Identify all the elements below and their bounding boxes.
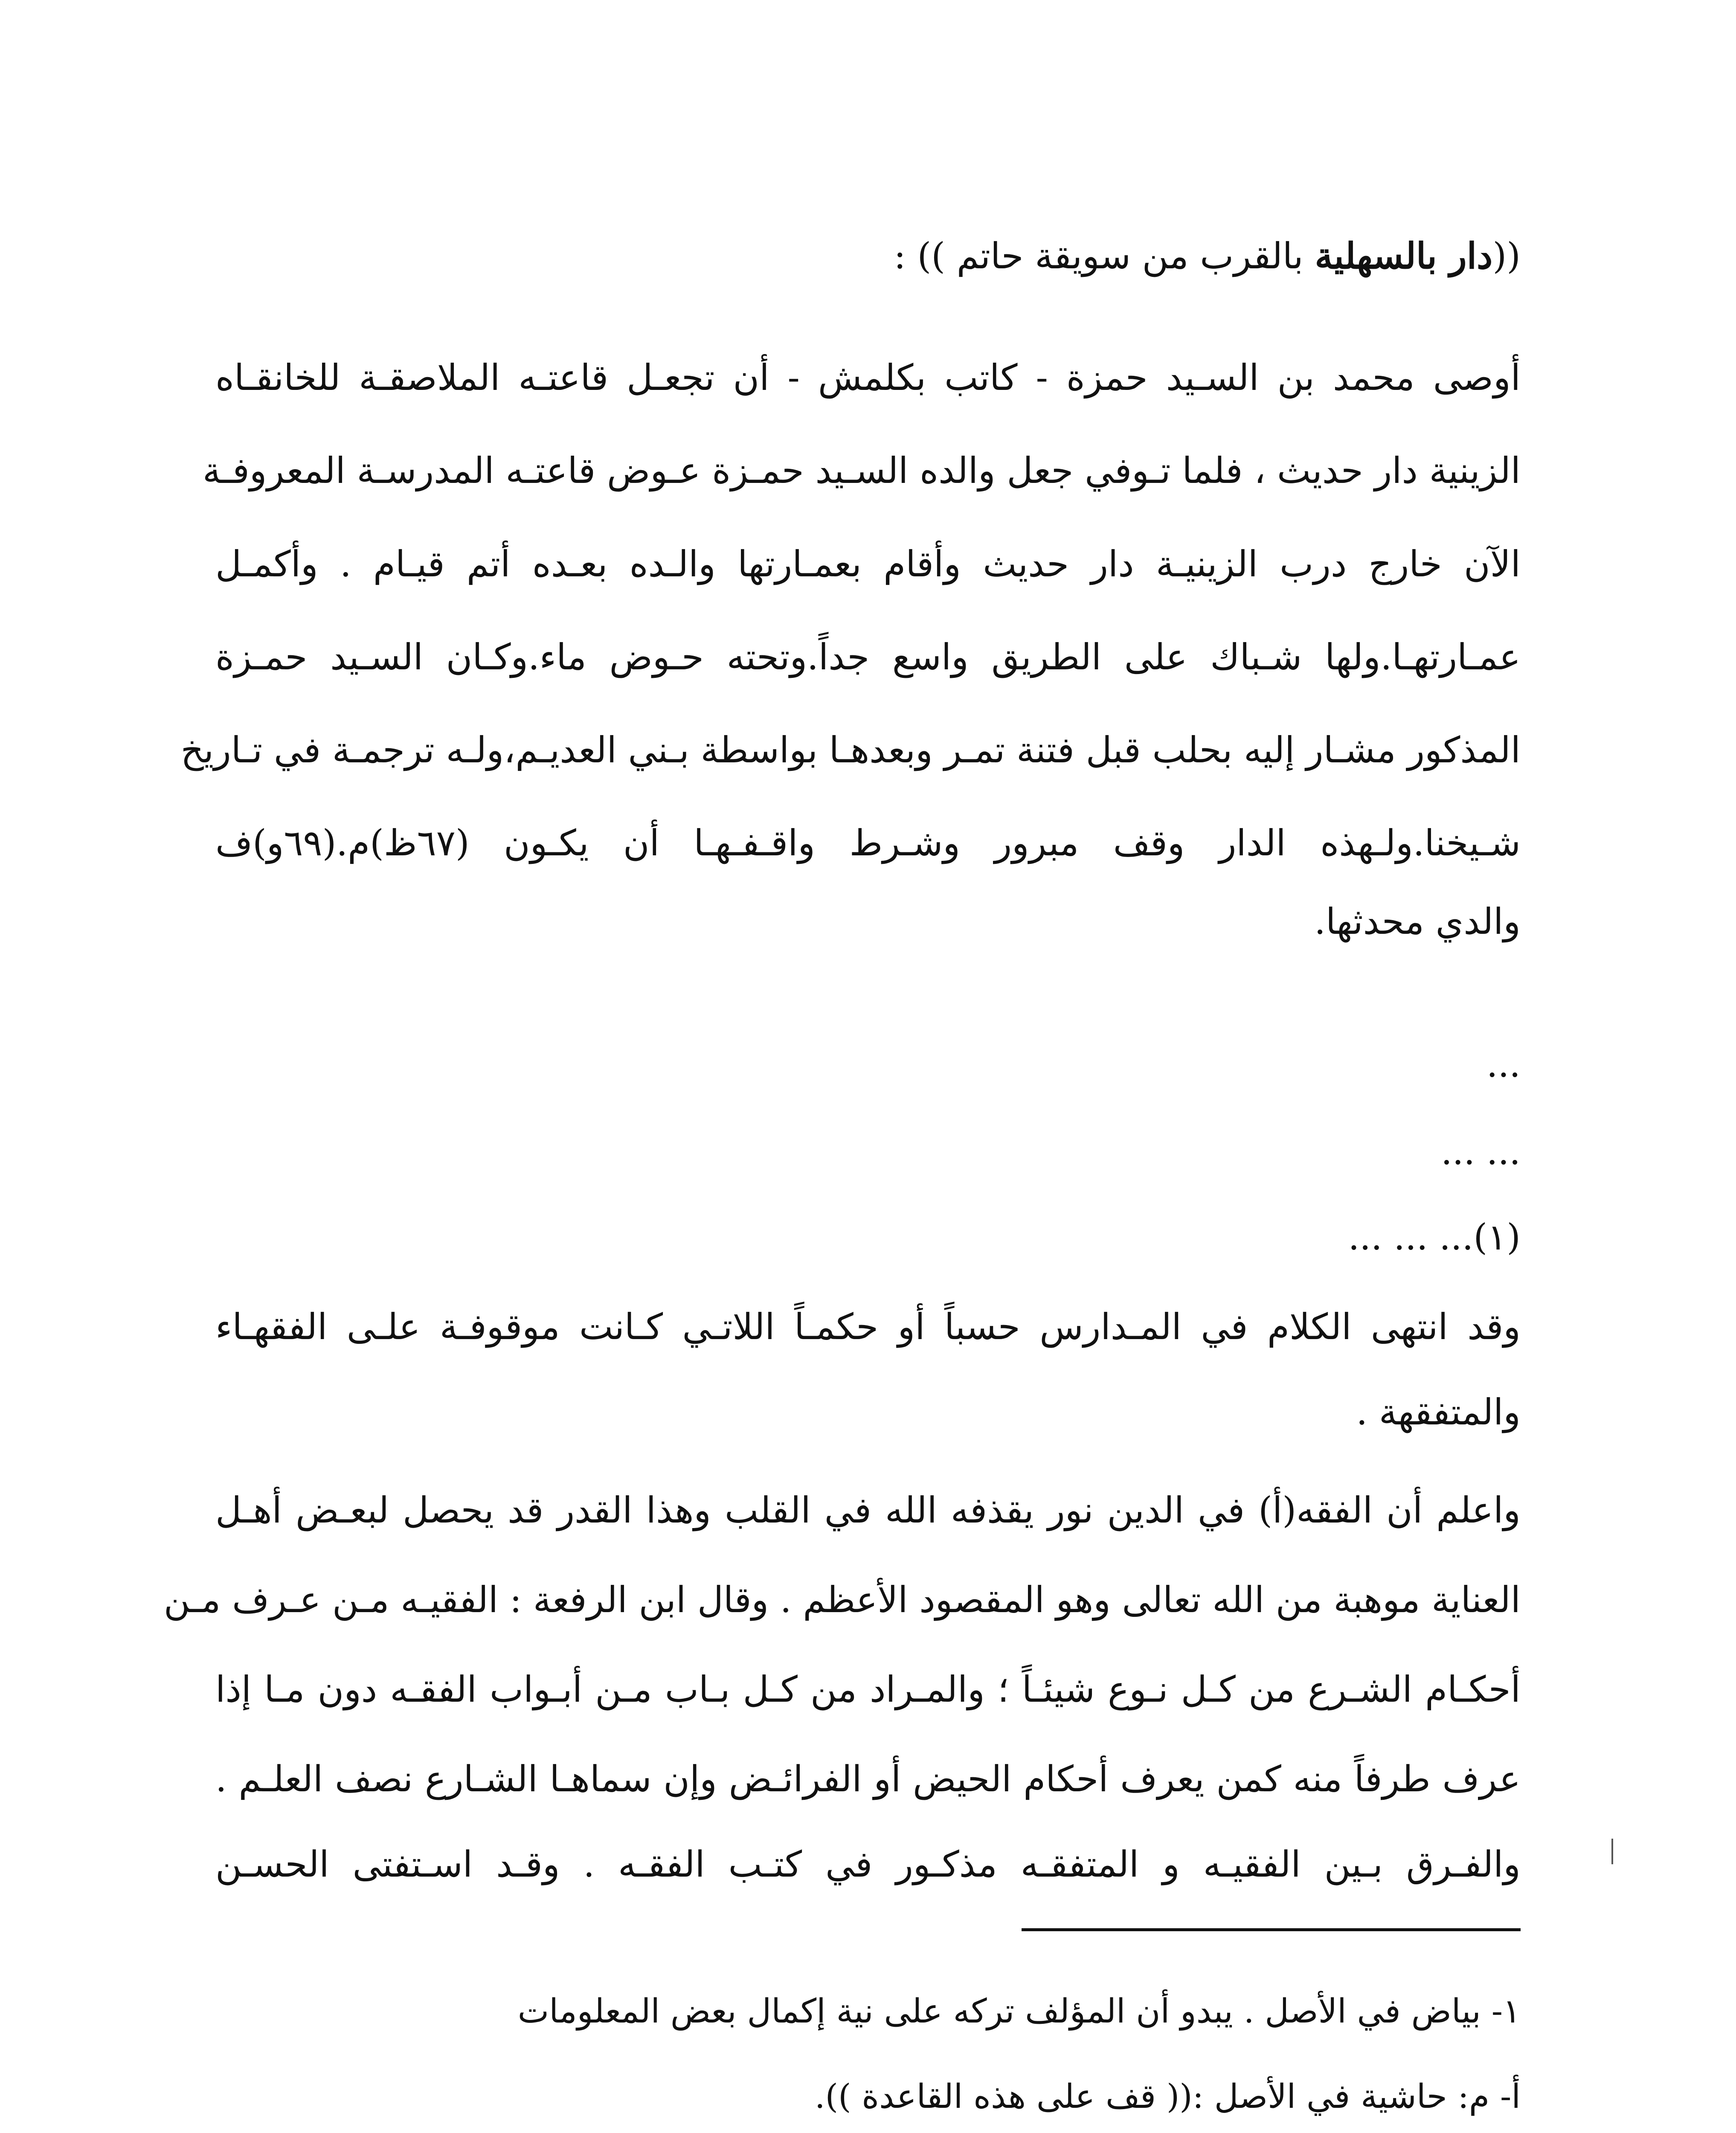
footnote-separator (1022, 1928, 1521, 1931)
footnote-1: ١- بياض في الأصل . يبدو أن المؤلف تركه على نية إكمال بعض المعلومات (517, 1992, 1521, 2031)
paragraph-3-line-5: والفـرق بـين الفقيـه و المتفقـه مذكـور في كتـب الفقـه . وقـد اسـتفتى الحسـن (215, 1843, 1521, 1885)
ellipsis-line-3: ... ... ...(١) (1348, 1216, 1521, 1258)
scan-mark (1611, 1839, 1613, 1864)
heading-rest: بالقرب من سويقة حاتم )) : (894, 235, 1315, 277)
paragraph-2-line-2: والمتفقهة . (1356, 1391, 1521, 1433)
paragraph-1-line-6: شـيخنا.ولـهذه الدار وقف مبرور وشـرط واقـفـهـا أن يكـون (٦٧ظ)م.(٦٩و)ف (215, 822, 1521, 864)
paragraph-3-line-4: عرف طرفاً منه كمن يعرف أحكام الحيض أو الفرائـض وإن سماهـا الشـارع نصف العلـم . (215, 1758, 1521, 1800)
ellipsis-line-1: ... (1486, 1043, 1521, 1085)
paragraph-1-line-3: الآن خارج درب الزينيـة دار حديث وأقام بعمـارتها والـده بعـده أتم قيـام . وأكمـل (215, 543, 1521, 585)
paragraph-3-line-2: العناية موهبة من الله تعالى وهو المقصود الأعظم . وقال ابن الرفعة : الفقيـه مـن عـرف مـن (163, 1579, 1521, 1621)
paragraph-1-line-2: الزينية دار حديث ، فلما تـوفي جعل والده السـيد حمـزة عـوض قاعتـه المدرسـة المعروفـة (203, 450, 1521, 491)
paragraph-3-line-1: واعلم أن الفقه(أ) في الدين نور يقذفه الله في القلب وهذا القدر قد يحصل لبعـض أهـل (215, 1489, 1521, 1531)
paragraph-1-line-5: المذكور مشـار إليه بحلب قبل فتنة تمـر وبعدهـا بواسطة بـني العديـم،ولـه ترجمـة في تـاريخ (180, 729, 1521, 771)
paragraph-3-line-3: أحكـام الشـرع من كـل نـوع شيئـاً ؛ والمـراد من كـل بـاب مـن أبـواب الفقـه دون مـا إذا (215, 1668, 1521, 1710)
footnote-2: أ- م: حاشية في الأصل :(( قف على هذه القاعدة )). (814, 2078, 1521, 2116)
paragraph-1-line-4: عمـارتهـا.ولها شـباك على الطريق واسع جداً.وتحته حـوض ماء.وكـان السـيد حمـزة (215, 636, 1521, 678)
section-heading (894, 230, 1521, 282)
paragraph-2-line-1: وقد انتهى الكلام في المـدارس حسباً أو حكمـاً اللاتـي كـانت موقوفـة علـى الفقهـاء (215, 1306, 1521, 1348)
heading-open: (( (1492, 235, 1521, 277)
paragraph-1-line-1: أوصى محمد بن السـيد حمزة - كاتب بكلمش - أن تجعـل قاعتـه الملاصقـة للخانقـاه (215, 357, 1521, 398)
paragraph-1-line-7: والدي محدثها. (1314, 901, 1521, 942)
ellipsis-line-2: ... ... (1441, 1131, 1521, 1173)
heading-bold-title: دار بالسهلية (1315, 235, 1493, 277)
